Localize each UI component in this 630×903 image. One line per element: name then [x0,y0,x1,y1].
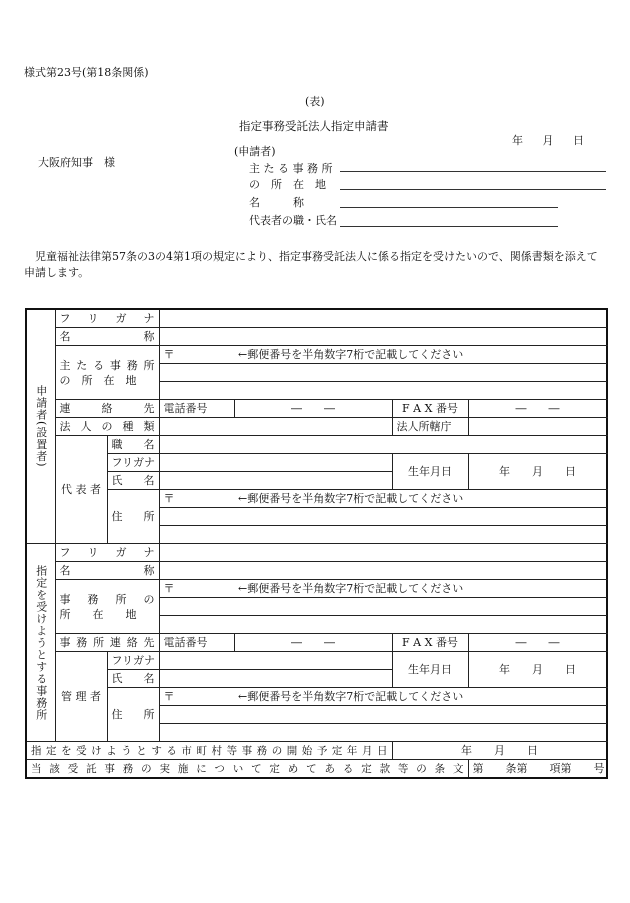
applicant-office-line-2[interactable] [340,189,606,190]
rep-birthdate-field[interactable]: 年 月 日 [468,454,607,490]
manager-birthdate-field[interactable]: 年 月 日 [468,652,607,688]
applicant-phone-field[interactable]: ― ― [234,400,392,418]
office-address-label [55,580,159,634]
office-address-field-1[interactable] [159,598,607,616]
office-contact-label: 事務所連絡先 [55,634,159,652]
representative-label: 代 表 者 [55,436,107,544]
manager-postal-mark: 〒 [159,688,234,706]
applicant-fax-field[interactable]: ― ― [468,400,607,418]
rep-postal-mark: 〒 [159,490,234,508]
applicant-office-label-1: 主 た る 事 務 所 [249,162,333,175]
applicant-furigana-field[interactable] [159,309,607,328]
applicant-name-field[interactable] [159,328,607,346]
applicant-contact-label: 連 絡 先 [55,400,159,418]
main-office-label [55,346,159,400]
applicant-name-label: 名 称 [249,196,304,209]
manager-name-field[interactable] [159,670,392,688]
application-statement: 児童福祉法律第57条の3の4第1項の規定により、指定事務受託法人に係る指定を受けたいので、関係書類を添えて申請します。 [24,250,598,279]
office-name-field[interactable] [159,562,607,580]
rep-position-label: 職 名 [107,436,159,454]
office-address-label-2: 所 在 地 [59,607,137,621]
applicant-rep-label: 代表者の職・氏名 [249,214,337,227]
manager-postal-note: ←郵便番号を半角数字7桁で記載してください [234,688,607,706]
main-office-postal-mark: 〒 [159,346,234,364]
office-fax-field[interactable]: ― ― [468,634,607,652]
start-date-field[interactable]: 年 月 日 [392,742,607,760]
rep-address-field-1[interactable] [159,508,607,526]
office-phone-field[interactable]: ― ― [234,634,392,652]
rep-address-field-2[interactable] [159,526,607,544]
document-title: 指定事務受託法人指定申請書 [239,119,389,133]
main-office-label-1: 主たる事務所 [59,358,155,372]
office-postal-note: ←郵便番号を半角数字7桁で記載してください [234,580,607,598]
corp-office-field[interactable] [468,418,607,436]
applicant-office-label-2: の 所 在 地 [249,178,326,191]
office-postal-mark: 〒 [159,580,234,598]
application-form-table [25,308,608,779]
applicant-furigana-label: フ リ ガ ナ [55,309,159,328]
manager-furigana-label: フリガナ [107,652,159,670]
articles-field[interactable]: 第 条第 項第 号 [468,760,607,779]
section-applicant-label: 申請者(設置者) [26,309,55,544]
rep-name-label: 氏 名 [107,472,159,490]
main-office-address-field-2[interactable] [159,382,607,400]
main-office-postal-note: ←郵便番号を半角数字7桁で記載してください [234,346,607,364]
rep-furigana-field[interactable] [159,454,392,472]
applicant-fax-label: F A X 番号 [392,400,468,418]
rep-postal-note: ←郵便番号を半角数字7桁で記載してください [234,490,607,508]
corp-office-label: 法人所轄庁 [392,418,468,436]
office-furigana-field[interactable] [159,544,607,562]
applicant-name-line[interactable] [340,207,558,208]
manager-address-field-1[interactable] [159,706,607,724]
office-phone-label: 電話番号 [159,634,234,652]
articles-label: 当該受託事務の実施について定めてある定款等の条文 [26,760,468,779]
applicant-label: (申請者) [234,145,276,158]
manager-address-field-2[interactable] [159,724,607,742]
applicant-office-line[interactable] [340,171,606,172]
main-office-label-2: の 所 在 地 [59,373,137,387]
office-address-label-1: 事 務 所 の [59,592,155,606]
manager-address-label: 住 所 [107,688,159,742]
rep-position-field[interactable] [159,436,607,454]
office-fax-label: F A X 番号 [392,634,468,652]
office-address-field-2[interactable] [159,616,607,634]
corp-type-field[interactable] [159,418,392,436]
office-name-label: 名 称 [55,562,159,580]
manager-label: 管 理 者 [55,652,107,742]
applicant-name-label-cell: 名 称 [55,328,159,346]
rep-birthdate-label: 生年月日 [392,454,468,490]
corp-type-label: 法 人 の 種 類 [55,418,159,436]
form-side-label: (表) [305,95,325,108]
form-number: 様式第23号(第18条関係) [24,66,149,79]
section-office-label: 指定を受けようとする事務所 [26,544,55,742]
main-office-address-field-1[interactable] [159,364,607,382]
manager-name-label: 氏 名 [107,670,159,688]
rep-furigana-label: フリガナ [107,454,159,472]
manager-birthdate-label: 生年月日 [392,652,468,688]
applicant-rep-line[interactable] [340,226,558,227]
office-furigana-label: フ リ ガ ナ [55,544,159,562]
application-date: 年 月 日 [512,134,584,147]
start-date-label: 指定を受けようとする市町村等事務の開始予定年月日 [26,742,392,760]
rep-address-label: 住 所 [107,490,159,544]
manager-furigana-field[interactable] [159,652,392,670]
applicant-phone-label: 電話番号 [159,400,234,418]
recipient: 大阪府知事 様 [38,156,115,169]
rep-name-field[interactable] [159,472,392,490]
